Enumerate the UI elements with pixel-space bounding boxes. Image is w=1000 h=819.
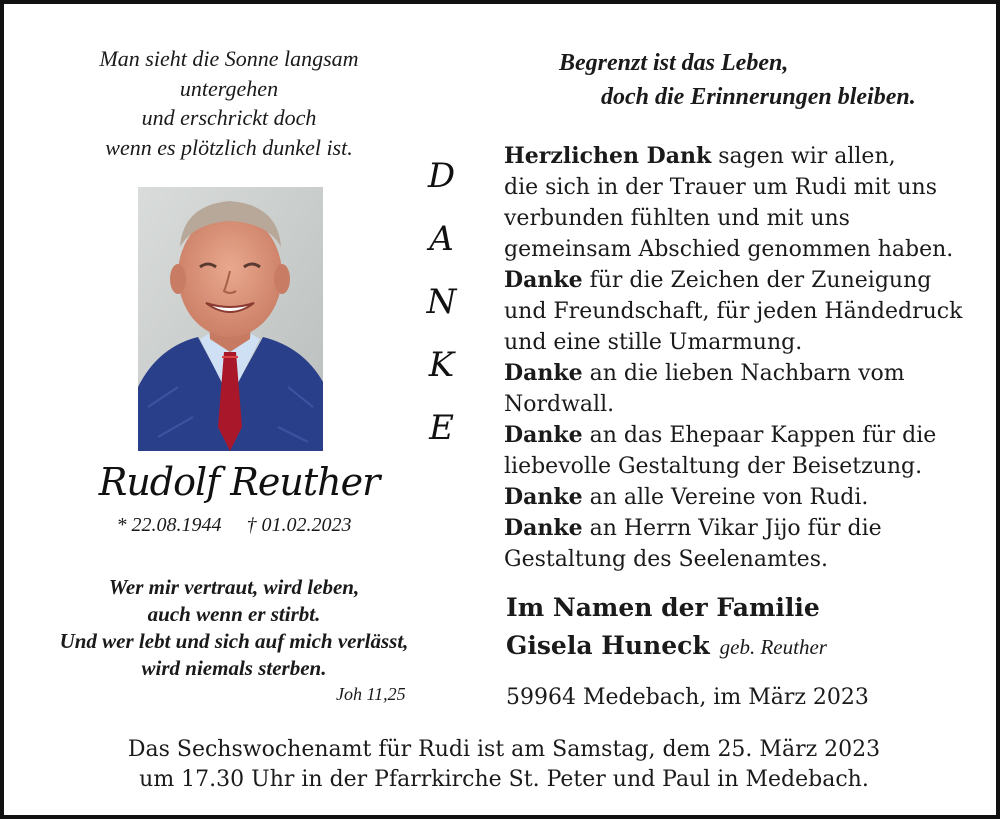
thanks-text bbox=[504, 141, 984, 575]
verse-line: auch wenn er stirbt. bbox=[147, 602, 321, 626]
danke-bold: Danke bbox=[504, 484, 583, 510]
verse-citation: Joh 11,25 bbox=[336, 684, 406, 704]
danke-bold: Danke bbox=[504, 267, 583, 293]
motto bbox=[519, 46, 989, 114]
family-line: Im Namen der Familie bbox=[506, 593, 820, 622]
thanks-text-line: Gestaltung des Seelenamtes. bbox=[504, 547, 828, 572]
service-line: um 17.30 Uhr in der Pfarrkirche St. Peter und Paul in Medebach. bbox=[139, 767, 869, 792]
verse-line: Wer mir vertraut, wird leben, bbox=[108, 575, 360, 599]
motto-line-2: doch die Erinnerungen bleiben. bbox=[601, 84, 916, 110]
birth-date: * 22.08.1944 bbox=[116, 514, 222, 536]
poem-line: wenn es plötzlich dunkel ist. bbox=[105, 134, 353, 160]
thanks-text-line: Nordwall. bbox=[504, 392, 615, 417]
thanks-text-line: an Herrn Vikar Jijo für die bbox=[582, 516, 882, 541]
thanks-text-line: an das Ehepaar Kappen für die bbox=[582, 423, 937, 448]
service-line: Das Sechswochenamt für Rudi ist am Samstag, dem 25. März 2023 bbox=[127, 737, 881, 762]
portrait-photo bbox=[138, 187, 323, 451]
maiden-name: geb. Reuther bbox=[719, 635, 827, 659]
deceased-name: Rudolf Reuther bbox=[98, 460, 380, 504]
poem-line: Man sieht die Sonne langsam bbox=[99, 46, 359, 71]
thanks-text-line: an alle Vereine von Rudi. bbox=[582, 485, 869, 510]
danke-letter: E bbox=[429, 408, 454, 448]
death-date: † 01.02.2023 bbox=[246, 514, 352, 536]
thanks-text-line: sagen wir allen, bbox=[711, 144, 896, 169]
thanks-text-line: und eine stille Umarmung. bbox=[504, 330, 803, 355]
thanks-text-line: für die Zeichen der Zuneigung bbox=[582, 268, 932, 293]
danke-bold: Danke bbox=[504, 515, 583, 541]
danke-letter: D bbox=[427, 156, 456, 196]
family-name: Gisela Huneck bbox=[506, 631, 710, 660]
thanks-text-line: gemeinsam Abschied genommen haben. bbox=[504, 237, 954, 262]
poem-line: untergehen bbox=[179, 75, 279, 101]
motto-line-1: Begrenzt ist das Leben, bbox=[559, 50, 789, 76]
danke-letter: K bbox=[428, 345, 455, 385]
thanks-text-line: liebevolle Gestaltung der Beisetzung. bbox=[504, 454, 923, 479]
thanks-text-line: und Freundschaft, für jeden Händedruck bbox=[504, 299, 963, 324]
danke-letter: N bbox=[426, 282, 457, 322]
poem-line: und erschrickt doch bbox=[141, 105, 317, 130]
family-signature bbox=[506, 589, 986, 666]
life-dates bbox=[84, 514, 384, 537]
poem bbox=[44, 44, 414, 162]
danke-bold: Danke bbox=[504, 422, 583, 448]
place-date: 59964 Medebach, im März 2023 bbox=[506, 685, 869, 710]
thanks-text-line: verbunden fühlten und mit uns bbox=[504, 206, 850, 231]
danke-bold: Danke bbox=[504, 360, 583, 386]
thanks-bold: Herzlichen Dank bbox=[504, 143, 712, 169]
verse-line: Und wer lebt und sich auf mich verlässt, bbox=[59, 629, 409, 653]
thanks-text-line: die sich in der Trauer um Rudi mit uns bbox=[504, 175, 937, 200]
thanks-text-line: an die lieben Nachbarn vom bbox=[582, 361, 905, 386]
bible-verse bbox=[24, 574, 444, 682]
verse-line: wird niemals sterben. bbox=[141, 656, 327, 680]
service-notice bbox=[24, 735, 984, 795]
danke-letter: A bbox=[429, 219, 454, 259]
